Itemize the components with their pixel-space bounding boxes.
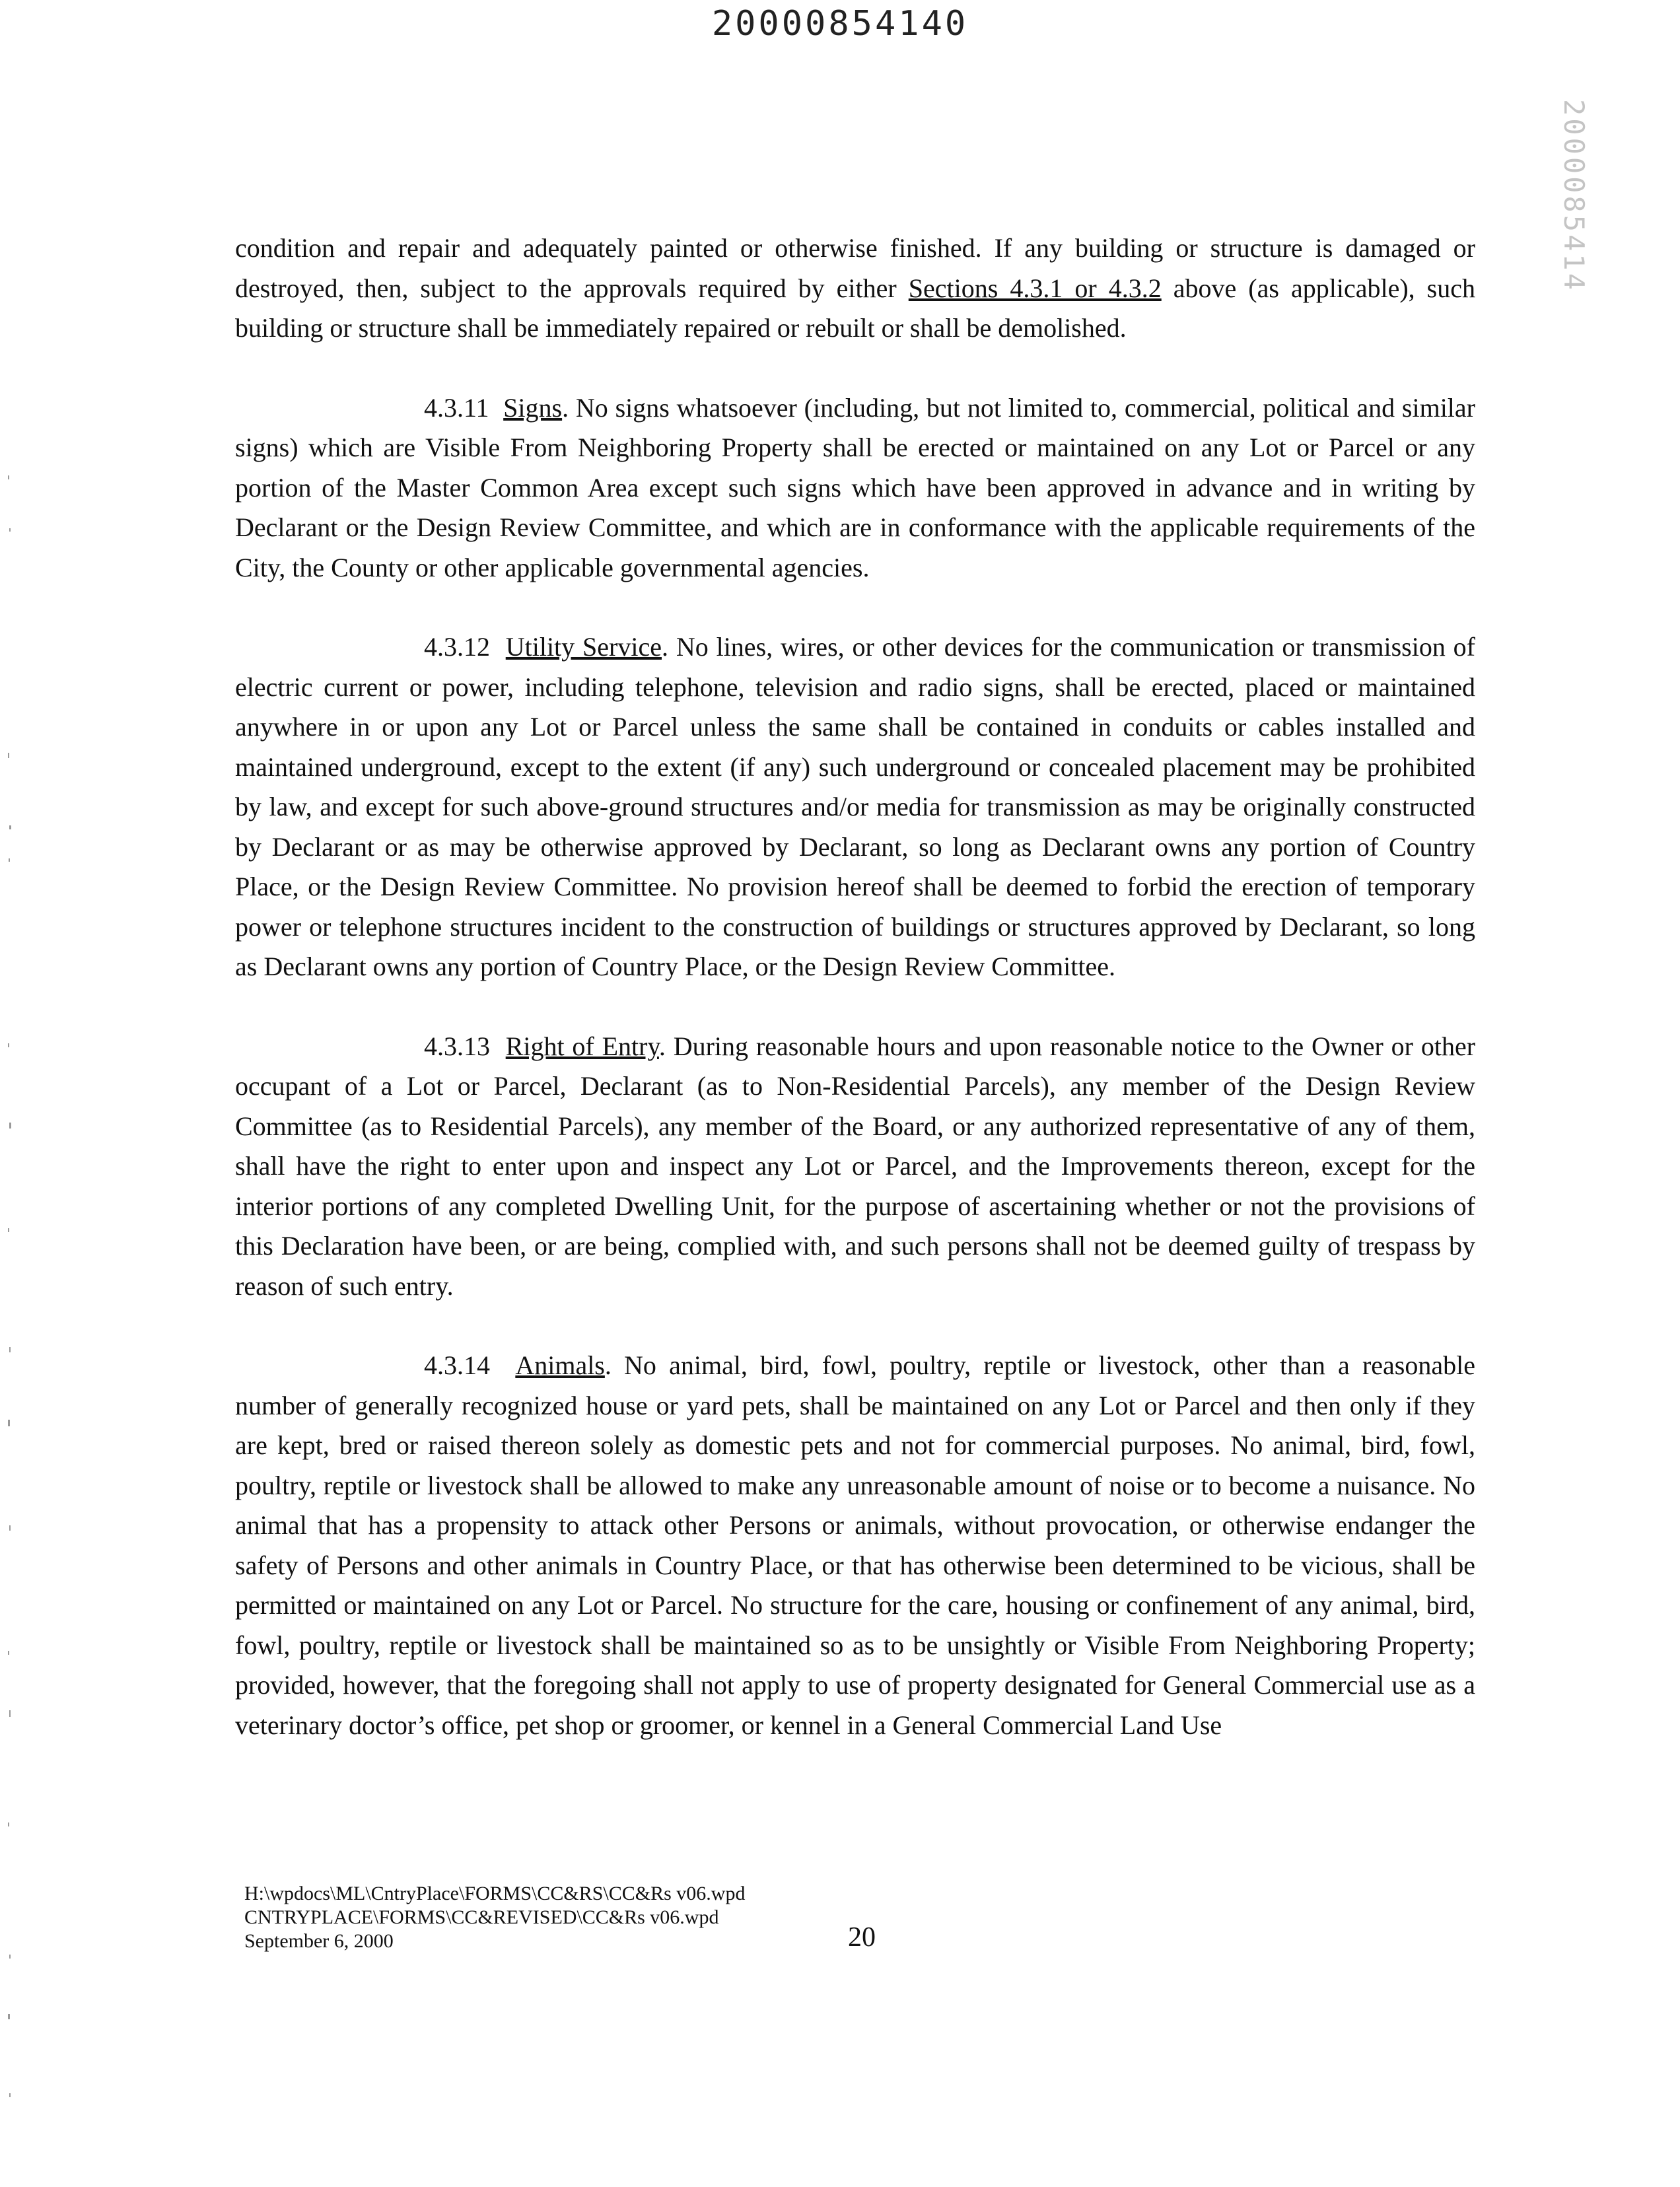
- section-heading: Utility Service: [505, 632, 662, 662]
- section-4-3-13: [235, 1027, 1475, 1307]
- section-number: 4.3.12: [424, 632, 490, 662]
- margin-scan-marks: [0, 0, 26, 2187]
- paragraph-continuation: [235, 228, 1475, 349]
- footer-path-1: H:\wpdocs\ML\CntryPlace\FORMS\CC&RS\CC&Rs v06.wpd: [244, 1883, 746, 1904]
- footer-file-info: [244, 1882, 745, 1953]
- section-reference: Sections 4.3.1 or 4.3.2: [908, 273, 1162, 303]
- section-number: 4.3.13: [424, 1031, 490, 1061]
- paragraph-text: condition and repair and adequately painted or otherwise finished. If any building or structure is damaged or destroyed, then, subject to the approvals required by either: [235, 233, 1475, 303]
- section-4-3-11: [235, 388, 1475, 588]
- section-text: . No signs whatsoever (including, but not limited to, commercial, political and similar signs) which are Visible From Neighboring Property shall be erected or maintained on any Lot or Parcel or any portion of the Master Common Area except such signs which have been approved in advance and in writing by Declarant or the Design Review Committee, and which are in conformance with the applicable requirements of the City, the County or other applicable governmental agencies.: [235, 392, 1475, 582]
- paragraph-text: above (as applicable), such building or structure shall be immediately repaired or rebuilt or shall be demolished.: [235, 273, 1475, 343]
- section-number: 4.3.14: [424, 1350, 490, 1380]
- section-heading: Signs: [503, 392, 563, 423]
- section-heading: Right of Entry: [505, 1031, 659, 1061]
- footer-date: September 6, 2000: [244, 1930, 394, 1952]
- page-number: 20: [848, 1922, 876, 1953]
- section-number: 4.3.11: [424, 392, 489, 423]
- section-4-3-12: [235, 627, 1475, 987]
- document-body: [235, 228, 1475, 1745]
- side-recording-stamp: 2000085414: [1558, 99, 1590, 293]
- footer-path-2: CNTRYPLACE\FORMS\CC&REVISED\CC&Rs v06.wpd: [244, 1906, 719, 1928]
- section-text: . During reasonable hours and upon reasonable notice to the Owner or other occupant of a Lot or Parcel, Declarant (as to Non-Residential Parcels), any member of the Design Review Committee (as to Residential Parcels), any member of the Board, or any authorized representative of any of them, shall have the right to enter upon and inspect any Lot or Parcel, and the Improvements thereon, except for the interior portions of any completed Dwelling Unit, for the purpose of ascertaining whether or not the provisions of this Declaration have been, or are being, complied with, and such persons shall not be deemed guilty of trespass by reason of such entry.: [235, 1031, 1476, 1301]
- section-heading: Animals: [515, 1350, 605, 1380]
- recording-number: 20000854140: [711, 4, 969, 44]
- section-text: . No lines, wires, or other devices for the communication or transmission of electric current or power, including telephone, television and radio signs, shall be erected, placed or maintained anywhere in or upon any Lot or Parcel unless the same shall be contained in conduits or cables installed and maintained underground, except to the extent (if any) such underground or concealed placement may be prohibited by law, and except for such above-ground structures and/or media for transmission as may be originally constructed by Declarant or as may be otherwise approved by Declarant, so long as Declarant owns any portion of Country Place, or the Design Review Committee. No provision hereof shall be deemed to forbid the erection of temporary power or telephone structures incident to the construction of buildings or structures approved by Declarant, so long as Declarant owns any portion of Country Place, or the Design Review Committee.: [235, 632, 1475, 981]
- section-4-3-14: [235, 1346, 1475, 1745]
- section-text: . No animal, bird, fowl, poultry, reptile or livestock, other than a reasonable number of generally recognized house or yard pets, shall be maintained on any Lot or Parcel and then only if they are kept, bred or raised thereon solely as domestic pets and not for commercial purposes. No animal, bird, fowl, poultry, reptile or livestock shall be allowed to make any unreasonable amount of noise or to become a nuisance. No animal that has a propensity to attack other Persons or animals, without provocation, or otherwise endanger the safety of Persons and other animals in Country Place, or that has otherwise been determined to be vicious, shall be permitted or maintained on any Lot or Parcel. No structure for the care, housing or confinement of any animal, bird, fowl, poultry, reptile or livestock shall be maintained so as to be unsightly or Visible From Neighboring Property; provided, however, that the foregoing shall not apply to use of property designated for General Commercial use as a veterinary doctor’s office, pet shop or groomer, or kennel in a General Commercial Land Use: [235, 1350, 1475, 1740]
